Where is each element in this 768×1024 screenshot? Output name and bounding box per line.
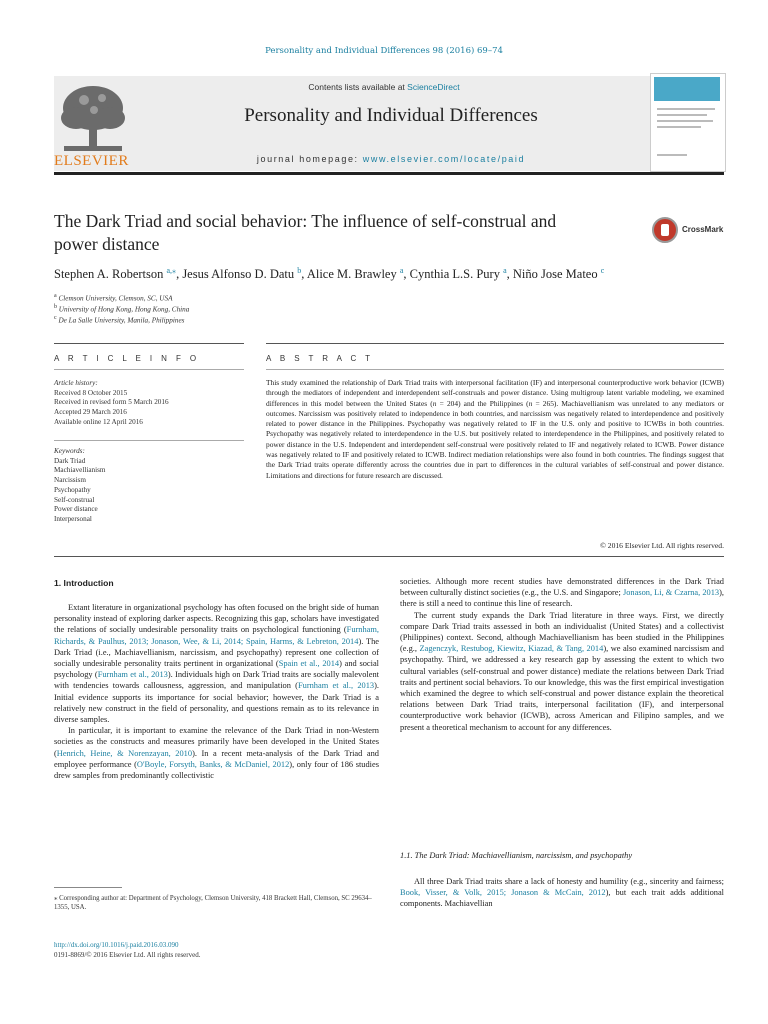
history-received: Received 8 October 2015	[54, 388, 128, 397]
keyword: Power distance	[54, 505, 98, 514]
issn-copyright: 0191-8869/© 2016 Elsevier Ltd. All rights reserved.	[54, 951, 201, 959]
keyword: Narcissism	[54, 476, 86, 485]
article-info-heading: A R T I C L E I N F O	[54, 354, 200, 363]
doi-link[interactable]: http://dx.doi.org/10.1016/j.paid.2016.03.090	[54, 941, 179, 949]
homepage-link[interactable]: www.elsevier.com/locate/paid	[362, 154, 526, 164]
paragraph: All three Dark Triad traits share a lack of honesty and humility (e.g., sincerity and fairness; Book, Visser, & Volk, 2015; Jonason & McCain, 2012), but each trait adds additional components. Machiavellian	[400, 877, 724, 909]
abstract-heading: A B S T R A C T	[266, 354, 374, 363]
keyword: Self-construal	[54, 495, 95, 504]
subsection-heading: 1.1. The Dark Triad: Machiavellianism, narcissism, and psychopathy	[400, 851, 633, 860]
citation-link[interactable]: Jonason, Li, & Czarna, 2013	[622, 588, 720, 598]
author-name: Jesus Alfonso D. Datu	[182, 267, 298, 282]
crossmark-icon	[652, 217, 678, 243]
abstract-rule	[266, 343, 724, 344]
keyword: Machiavellianism	[54, 466, 106, 475]
keyword: Interpersonal	[54, 514, 92, 523]
journal-cover-thumbnail	[650, 73, 726, 172]
footnote-rule	[54, 887, 122, 888]
contents-prefix: Contents lists available at	[308, 82, 408, 92]
abstract-text: This study examined the relationship of Dark Triad traits with interpersonal facilitation (IF) and interpersonal counterproductive work behavior (ICWB) through the mediators of independent and interdependent self-construals and power distance. Using multigroup latent variable modeling, we examined differences in this model between the United States (n = 204) and the Philippines (n = 265). Machiavellianism was unrelated to any mediators or outcomes. Narcissism was positively related to independence in both countries, and narcissism was negatively related to interdependence and positively related to power distance in the Philippines. Psychopathy was negatively related to IF in the U.S. only and positive to ICWBs in both countries. Psychopathy was negatively related to interdependence in the U.S. but positively related to interdependence in the Philippines, and positively related to power distance in the U.S. Independent and interdependent self-construal were positively related to IF and negatively related to ICWB. Power distance was negatively related to IF and positively related to ICWB. Indirect mediation relationships were also found in both countries. The findings suggest that the Dark Triad traits operate differently across the countries due in part to differences in the cultural variables of self-construal and power distance. Limitations and directions for future research are discussed.	[266, 378, 724, 480]
author-list: Stephen A. Robertson $^{a,⁎}$, Jesus Alfonso D. Datu $^b$, Alice M. Brawley $^a$, Cynthia L.S. Pury $^a$, Niño Jose Mateo $^c$	[54, 266, 605, 282]
right-column-text-continued	[400, 876, 724, 910]
history-online: Available online 12 April 2016	[54, 417, 143, 426]
sciencedirect-link[interactable]: ScienceDirect	[407, 82, 460, 92]
author-affiliation-marker[interactable]: a,⁎	[166, 266, 177, 275]
elsevier-wordmark: ELSEVIER	[54, 153, 129, 169]
section-heading-introduction: 1. Introduction	[54, 578, 114, 588]
history-accepted: Accepted 29 March 2016	[54, 408, 127, 417]
author-name: Niño Jose Mateo	[512, 267, 601, 282]
keywords-rule	[54, 440, 244, 441]
author-name: Cynthia L.S. Pury	[409, 267, 504, 282]
affiliation-a: $^a$ Clemson University, Clemson, SC, USA	[54, 293, 173, 303]
citation-link[interactable]: Furnham et al., 2013	[297, 681, 375, 691]
author-name: Stephen A. Robertson	[54, 267, 167, 282]
crossmark-label: CrossMark	[682, 225, 724, 234]
keywords-label: Keywords:	[54, 447, 85, 455]
affiliation-b: $^b$ University of Hong Kong, Hong Kong, China	[54, 304, 190, 314]
affiliation-c: $^c$ De La Salle University, Manila, Philippines	[54, 315, 185, 325]
article-title-line2: power distance	[54, 234, 160, 254]
article-info-subrule	[54, 369, 244, 370]
abstract-copyright: © 2016 Elsevier Ltd. All rights reserved.	[600, 541, 724, 550]
history-revised: Received in revised form 5 March 2016	[54, 398, 169, 407]
article-history	[54, 379, 244, 428]
citation-link[interactable]: Zagenczyk, Restubog, Kiewitz, Kiazad, & Tang, 2014	[419, 644, 604, 654]
author-name: Alice M. Brawley	[306, 267, 400, 282]
author-affiliation-marker[interactable]: b	[297, 266, 302, 275]
citation-link[interactable]: O'Boyle, Forsyth, Banks, & McDaniel, 2012	[136, 759, 290, 769]
article-info-rule	[54, 343, 244, 344]
paragraph: In particular, it is important to examine the relevance of the Dark Triad in non-Western societies as the constructs and measures primarily have been developed in the United States (Henrich, Heine, & Norenzayan, 2010). In a recent meta-analysis of the Dark Triad and employee performance (O'Boyle, Forsyth, Banks, & McDaniel, 2012), only four of 186 studies drew samples from predominantly collectivistic	[54, 726, 379, 781]
left-column-text	[54, 602, 379, 781]
citation-link[interactable]: Henrich, Heine, & Norenzayan, 2010	[56, 748, 193, 758]
journal-reference[interactable]: Personality and Individual Differences 98 (2016) 69–74	[265, 46, 503, 56]
citation-link[interactable]: Spain et al., 2014	[278, 659, 340, 669]
author-affiliation-marker[interactable]: a	[503, 266, 507, 275]
abstract-bottom-rule	[54, 556, 724, 557]
article-title	[54, 210, 614, 256]
paragraph: societies. Although more recent studies have demonstrated differences in the Dark Triad between culturally distinct societies (e.g., the U.S. and Singapore; Jonason, Li, & Czarna, 2013), there is still a need to continue this line of research.	[400, 577, 724, 609]
citation-link[interactable]: Furnham, Richards, & Paulhus, 2013; Jonason, Wee, & Li, 2014; Spain, Harms, & Lebreton, 2014	[54, 625, 379, 646]
paragraph: Extant literature in organizational psychology has often focused on the bright side of human personality instead of exploring darker aspects. Recognizing this gap, scholars have investigated the relations of socially undesirable personality traits on psychological functioning (Furnham, Richards, & Paulhus, 2013; Jonason, Wee, & Li, 2014; Spain, Harms, & Lebreton, 2014). The Dark Triad (i.e., Machiavellianism, narcissism, and psychopathy) represent one collection of socially undesirable personality traits pertinent in organizational (Spain et al., 2014) and social psychology (Furnham et al., 2013). Individuals high on Dark Triad traits are socially malevolent with tendencies towards callousness, aggression, and manipulation (Furnham et al., 2013). Initial evidence supports its importance for social behavior; however, the Dark Triad is a relatively new construct in the field of personality, and questions remain as to its relevance in diverse samples.	[54, 603, 379, 725]
keywords-list	[54, 447, 244, 525]
right-column-text	[400, 576, 724, 733]
author-affiliation-marker[interactable]: c	[600, 266, 605, 275]
corresponding-author-footnote: ⁎ Corresponding author at: Department of Psychology, Clemson University, 418 Brackett Hall, Clemson, SC 29634–1355, USA.	[54, 895, 372, 912]
keyword: Dark Triad	[54, 456, 86, 465]
journal-title: Personality and Individual Differences	[244, 105, 538, 126]
keyword: Psychopathy	[54, 485, 91, 494]
paragraph: The current study expands the Dark Triad literature in three ways. First, we directly compare Dark Triad traits assessed in both an individualist (United States) and a collectivist (Philippines) context. Second, although Machiavellianism has been studied in the Philippines (e.g., Zagenczyk, Restubog, Kiewitz, Kiazad, & Tang, 2014), we also examined narcissism and psychopathy. Third, we addressed a key research gap by assessing the extent to which two cultural variables (self-construal and power distance) mediate the relations between Dark Triad traits and pertinent social behaviors. To our knowledge, this was the first empirical investigation which examined the degree to which self-construal and power distance explain the theoretical relations between Dark Triad traits, interpersonal facilitation (IF), and interpersonal counterproductive work behavior (ICWB), across American and Filipino samples, and we present a theoretical mechanism to account for any differences.	[400, 610, 724, 732]
history-label: Article history:	[54, 379, 98, 387]
homepage-prefix: journal homepage:	[256, 154, 363, 164]
crossmark-badge[interactable]	[652, 217, 732, 245]
article-title-line1: The Dark Triad and social behavior: The influence of self-construal and	[54, 211, 557, 231]
doi-block	[54, 940, 200, 960]
author-affiliation-marker[interactable]: a	[399, 266, 404, 275]
citation-link[interactable]: Furnham et al., 2013	[97, 670, 168, 680]
citation-link[interactable]: Book, Visser, & Volk, 2015; Jonason & McCain, 2012	[400, 888, 606, 898]
abstract-subrule	[266, 369, 724, 370]
header-divider	[54, 172, 724, 175]
